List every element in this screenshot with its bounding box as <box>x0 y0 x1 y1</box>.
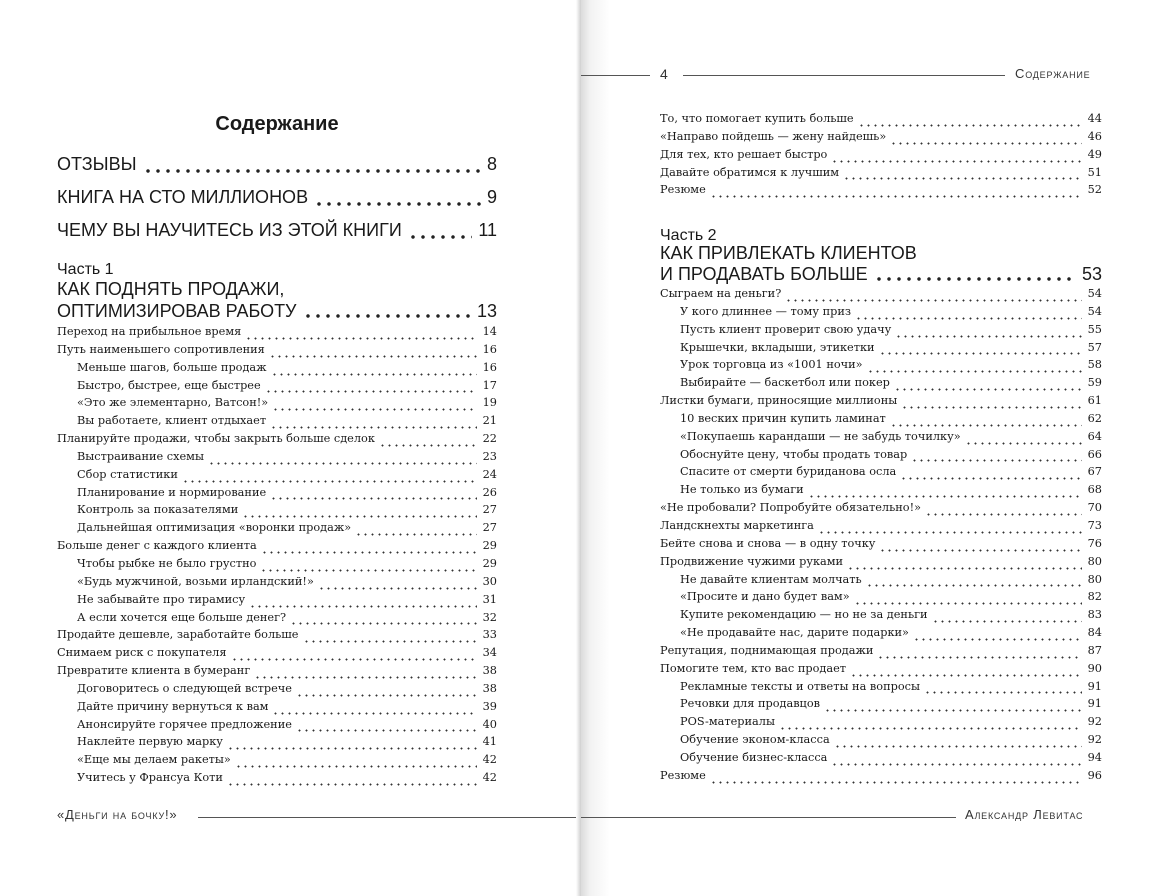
entry-title: Спасите от смерти буриданова осла <box>680 465 897 479</box>
toc-subentry[interactable] <box>57 682 497 700</box>
entry-title: Сыграем на деньги? <box>660 287 782 300</box>
footer-rule <box>198 817 580 818</box>
entry-page: 54 <box>1087 287 1102 300</box>
toc-subentry[interactable] <box>660 412 1102 430</box>
dot-leader <box>867 370 1082 373</box>
entry-page: 58 <box>1087 358 1102 372</box>
entry-page: 55 <box>1087 322 1102 336</box>
entry-title: Рекламные тексты и ответы на вопросы <box>680 679 920 693</box>
dot-leader <box>932 620 1082 623</box>
toc-entry[interactable] <box>660 148 1102 166</box>
dot-leader <box>890 424 1082 427</box>
toc-entry[interactable] <box>57 325 497 343</box>
entry-title: Не давайте клиентам молчать <box>680 572 862 586</box>
dot-leader <box>901 406 1082 409</box>
entry-title: «Не продавайте нас, дарите подарки» <box>680 626 909 640</box>
entry-title: Учитесь у Франсуа Коти <box>77 771 223 785</box>
entry-page: 59 <box>1087 376 1102 390</box>
toc-subentry[interactable] <box>57 771 497 789</box>
dot-leader <box>227 783 477 786</box>
toc-entry[interactable] <box>660 662 1102 680</box>
toc-entry[interactable] <box>57 664 497 682</box>
toc-subentry[interactable] <box>660 376 1102 394</box>
toc-entry[interactable] <box>660 112 1102 130</box>
entry-title: POS-материалы <box>680 715 775 729</box>
dot-leader <box>260 569 477 572</box>
dot-leader <box>879 352 1082 355</box>
entry-title: Обучение бизнес-класса <box>680 750 828 764</box>
entry-page: 16 <box>482 342 497 356</box>
toc-entry[interactable] <box>57 343 497 361</box>
dot-leader <box>182 480 477 483</box>
entry-title: Больше денег с каждого клиента <box>57 539 257 553</box>
toc-title: Содержание <box>215 113 339 135</box>
dot-leader <box>843 177 1082 180</box>
dot-leader <box>379 444 477 447</box>
entry-title: Быстро, быстрее, еще быстрее <box>77 378 261 392</box>
entry-title: Контроль за показателями <box>77 503 239 517</box>
entry-title: Продайте дешевле, заработайте больше <box>57 628 299 642</box>
part-title-text: И ПРОДАВАТЬ БОЛЬШЕ <box>660 264 868 284</box>
dot-leader <box>710 781 1082 784</box>
entry-title: То, что помогает купить больше <box>660 112 854 125</box>
entry-page: 14 <box>482 325 497 338</box>
entry-page: 90 <box>1087 661 1102 675</box>
entry-page: 17 <box>482 378 497 392</box>
dot-leader <box>242 515 477 518</box>
toc-entry-major[interactable] <box>57 187 497 211</box>
dot-leader <box>296 729 477 732</box>
entry-title: Вы работаете, клиент отдыхает <box>77 414 267 428</box>
entry-title: Договоритесь о следующей встрече <box>77 681 292 695</box>
toc-subentry[interactable] <box>57 486 497 504</box>
dot-leader <box>710 195 1082 198</box>
entry-title: Обоснуйте цену, чтобы продать товар <box>680 447 908 461</box>
toc-entry[interactable] <box>660 555 1102 573</box>
entry-title: Для тех, кто решает быстро <box>660 147 828 161</box>
entry-page: 64 <box>1087 429 1102 443</box>
entry-page: 26 <box>482 485 497 499</box>
entry-title: Переход на прибыльное время <box>57 325 242 338</box>
dot-leader <box>254 676 477 679</box>
dot-leader <box>231 658 478 661</box>
entry-title: Дальнейшая оптимизация «воронки продаж» <box>77 521 352 535</box>
entry-title: КНИГА НА СТО МИЛЛИОНОВ <box>57 187 309 207</box>
toc-subentry[interactable] <box>660 715 1102 733</box>
dot-leader <box>270 497 477 500</box>
dot-leader <box>265 390 477 393</box>
part-label: Часть 2 <box>660 227 717 244</box>
entry-title: Помогите тем, кто вас продает <box>660 661 847 675</box>
entry-title: Листки бумаги, приносящие миллионы <box>660 394 898 408</box>
toc-subentry[interactable] <box>660 697 1102 715</box>
part-page: 53 <box>1081 264 1102 284</box>
entry-page: 91 <box>1087 697 1102 711</box>
toc-entry[interactable] <box>660 394 1102 412</box>
dot-leader <box>850 674 1082 677</box>
dot-leader <box>911 459 1082 462</box>
dot-leader <box>890 142 1082 145</box>
entry-page: 49 <box>1087 147 1102 161</box>
dot-leader <box>894 388 1082 391</box>
toc-subentry[interactable] <box>57 735 497 753</box>
entry-page: 46 <box>1087 129 1102 143</box>
entry-title: А если хочется еще больше денег? <box>77 610 287 624</box>
entry-page: 87 <box>1087 643 1102 657</box>
entry-title: Ландскнехты маркетинга <box>660 518 814 532</box>
entry-title: Анонсируйте горячее предложение <box>77 717 292 731</box>
entry-page: 54 <box>1087 304 1102 318</box>
toc-entry[interactable] <box>57 432 497 450</box>
dot-leader <box>779 727 1082 730</box>
toc-entry[interactable] <box>660 537 1102 555</box>
entry-title: 10 веских причин купить ламинат <box>680 411 886 425</box>
page-number: 4 <box>660 66 669 82</box>
toc-list <box>660 287 1102 787</box>
dot-leader <box>408 235 473 239</box>
dot-leader <box>866 584 1082 587</box>
dot-leader <box>818 531 1082 534</box>
entry-page: 29 <box>482 556 497 570</box>
entry-page: 31 <box>482 592 497 606</box>
entry-page: 82 <box>1087 590 1102 604</box>
toc-subentry[interactable] <box>57 593 497 611</box>
toc-subentry[interactable] <box>660 483 1102 501</box>
entry-title: Снимаем риск с покупателя <box>57 646 227 660</box>
entry-page: 84 <box>1087 626 1102 640</box>
toc-subentry[interactable] <box>57 575 497 593</box>
part-title-line1 <box>660 243 1102 265</box>
toc-subentry[interactable] <box>57 379 497 397</box>
entry-title: «Еще мы делаем ракеты» <box>77 753 231 767</box>
toc-subentry[interactable] <box>57 611 497 629</box>
entry-page: 11 <box>478 220 497 240</box>
dot-leader <box>314 202 481 206</box>
part-title-line2[interactable] <box>660 264 1102 286</box>
entry-title: «Это же элементарно, Ватсон!» <box>77 396 269 410</box>
entry-title: Планирование и нормирование <box>77 485 267 499</box>
entry-page: 73 <box>1087 518 1102 532</box>
toc-subentry[interactable] <box>660 733 1102 751</box>
dot-leader <box>303 314 471 318</box>
toc-subentry[interactable] <box>57 361 497 379</box>
dot-leader <box>831 763 1082 766</box>
entry-title: У кого длиннее — тому приз <box>680 304 852 318</box>
dot-leader <box>900 477 1082 480</box>
entry-page: 44 <box>1087 112 1102 125</box>
entry-page: 61 <box>1087 394 1102 408</box>
toc-subentry[interactable] <box>660 305 1102 323</box>
dot-leader <box>271 373 477 376</box>
dot-leader <box>355 533 477 536</box>
dot-leader <box>855 317 1082 320</box>
entry-page: 24 <box>482 467 497 481</box>
toc-list <box>57 325 497 789</box>
dot-leader <box>824 709 1082 712</box>
dot-leader <box>854 602 1082 605</box>
entry-page: 32 <box>482 610 497 624</box>
dot-leader <box>965 442 1082 445</box>
entry-page: 70 <box>1087 501 1102 515</box>
dot-leader <box>143 169 481 173</box>
entry-title: Выбирайте — баскетбол или покер <box>680 376 890 390</box>
entry-page: 27 <box>482 503 497 517</box>
entry-page: 92 <box>1087 715 1102 729</box>
toc-entry[interactable] <box>660 644 1102 662</box>
entry-page: 96 <box>1087 768 1102 782</box>
entry-page: 8 <box>486 154 497 174</box>
toc-entry[interactable] <box>57 646 497 664</box>
entry-page: 76 <box>1087 536 1102 550</box>
toc-subentry[interactable] <box>660 430 1102 448</box>
right-page <box>580 0 1159 896</box>
dot-leader <box>831 160 1082 163</box>
entry-page: 27 <box>482 521 497 535</box>
entry-title: Резюме <box>660 768 706 782</box>
entry-page: 9 <box>486 187 497 207</box>
dot-leader <box>261 551 477 554</box>
entry-page: 80 <box>1087 572 1102 586</box>
part-title-line2[interactable] <box>57 301 497 323</box>
entry-title: Не только из бумаги <box>680 483 804 497</box>
toc-subentry[interactable] <box>57 396 497 414</box>
part-label: Часть 1 <box>57 261 114 278</box>
part-title-text: ОПТИМИЗИРОВАВ РАБОТУ <box>57 301 297 321</box>
entry-page: 38 <box>482 664 497 678</box>
entry-page: 52 <box>1087 183 1102 197</box>
author-footer: Александр Левитас <box>965 807 1084 822</box>
entry-page: 30 <box>482 574 497 588</box>
dot-leader <box>235 765 477 768</box>
toc-entry[interactable] <box>57 539 497 557</box>
toc-entry[interactable] <box>660 183 1102 201</box>
dot-leader <box>785 299 1082 302</box>
entry-title: Резюме <box>660 183 706 197</box>
entry-title: Продвижение чужими руками <box>660 554 844 568</box>
entry-title: Путь наименьшего сопротивления <box>57 342 265 356</box>
entry-title: «Покупаешь карандаши — не забудь точилку» <box>680 429 961 443</box>
dot-leader <box>318 587 477 590</box>
entry-title: Превратите клиента в бумеранг <box>57 664 251 678</box>
entry-title: Выстраивание схемы <box>77 449 204 463</box>
toc-subentry[interactable] <box>57 468 497 486</box>
toc-entry[interactable] <box>57 628 497 646</box>
entry-page: 33 <box>482 628 497 642</box>
dot-leader <box>877 656 1082 659</box>
dot-leader <box>208 462 477 465</box>
book-gutter <box>576 0 581 896</box>
entry-page: 83 <box>1087 608 1102 622</box>
entry-title: Давайте обратимся к лучшим <box>660 165 840 179</box>
entry-title: «Направо пойдешь — жену найдешь» <box>660 129 887 143</box>
entry-title: Меньше шагов, больше продаж <box>77 360 267 374</box>
toc-subentry[interactable] <box>57 450 497 468</box>
dot-leader <box>895 335 1082 338</box>
entry-page: 41 <box>482 735 497 749</box>
entry-page: 21 <box>482 414 497 428</box>
toc-entry-major[interactable] <box>57 154 497 178</box>
entry-title: Дайте причину вернуться к вам <box>77 699 269 713</box>
toc-entry-major[interactable] <box>57 220 497 244</box>
entry-page: 92 <box>1087 733 1102 747</box>
entry-page: 68 <box>1087 483 1102 497</box>
toc-subentry[interactable] <box>660 465 1102 483</box>
dot-leader <box>913 638 1082 641</box>
book-title-footer: «Деньги на бочку!» <box>57 807 178 822</box>
toc-subentry[interactable] <box>660 626 1102 644</box>
entry-title: Не забывайте про тирамису <box>77 592 246 606</box>
dot-leader <box>249 605 477 608</box>
toc-subentry[interactable] <box>660 358 1102 376</box>
entry-page: 42 <box>482 771 497 785</box>
dot-leader <box>272 408 477 411</box>
toc-subentry[interactable] <box>57 718 497 736</box>
entry-title: Планируйте продажи, чтобы закрыть больше сделок <box>57 432 375 446</box>
entry-page: 62 <box>1087 411 1102 425</box>
entry-title: ОТЗЫВЫ <box>57 154 137 174</box>
toc-subentry[interactable] <box>660 341 1102 359</box>
entry-page: 23 <box>482 449 497 463</box>
part-page: 13 <box>476 301 497 321</box>
entry-title: Сбор статистики <box>77 467 178 481</box>
entry-page: 16 <box>482 360 497 374</box>
entry-page: 94 <box>1087 750 1102 764</box>
entry-title: Наклейте первую марку <box>77 735 223 749</box>
toc-entry[interactable] <box>660 130 1102 148</box>
entry-page: 57 <box>1087 340 1102 354</box>
entry-page: 39 <box>482 699 497 713</box>
entry-page: 80 <box>1087 554 1102 568</box>
toc-entry[interactable] <box>660 166 1102 184</box>
dot-leader <box>227 747 477 750</box>
entry-title: Обучение эконом-класса <box>680 733 830 747</box>
entry-page: 42 <box>482 753 497 767</box>
toc-entry[interactable] <box>660 287 1102 305</box>
dot-leader <box>270 426 477 429</box>
toc-subentry[interactable] <box>57 700 497 718</box>
dot-leader <box>269 355 477 358</box>
dot-leader <box>925 513 1082 516</box>
dot-leader <box>290 622 477 625</box>
toc-subentry[interactable] <box>57 414 497 432</box>
toc-subentry[interactable] <box>660 751 1102 769</box>
entry-title: Урок торговца из «1001 ночи» <box>680 358 863 372</box>
entry-page: 22 <box>482 432 497 446</box>
entry-title: Купите рекомендацию — но не за деньги <box>680 608 928 622</box>
entry-page: 19 <box>482 396 497 410</box>
toc-subentry[interactable] <box>57 557 497 575</box>
toc-list <box>660 112 1102 201</box>
entry-title: Речовки для продавцов <box>680 697 820 711</box>
toc-subentry[interactable] <box>660 608 1102 626</box>
toc-subentry[interactable] <box>660 590 1102 608</box>
entry-title: Крышечки, вкладыши, этикетки <box>680 340 875 354</box>
entry-page: 51 <box>1087 165 1102 179</box>
entry-page: 38 <box>482 681 497 695</box>
entry-title: «Просите и дано будет вам» <box>680 590 850 604</box>
entry-page: 91 <box>1087 679 1102 693</box>
dot-leader <box>808 495 1082 498</box>
entry-page: 66 <box>1087 447 1102 461</box>
entry-title: ЧЕМУ ВЫ НАУЧИТЕСЬ ИЗ ЭТОЙ КНИГИ <box>57 220 402 240</box>
part-title-text: КАК ПОДНЯТЬ ПРОДАЖИ, <box>57 279 285 299</box>
dot-leader <box>879 549 1082 552</box>
toc-subentry[interactable] <box>57 503 497 521</box>
entry-title: Репутация, поднимающая продажи <box>660 643 874 657</box>
entry-title: Пусть клиент проверит свою удачу <box>680 322 892 336</box>
toc-subentry[interactable] <box>660 448 1102 466</box>
part-title-line1 <box>57 279 499 301</box>
toc-entry[interactable] <box>660 501 1102 519</box>
header-rule <box>580 75 650 76</box>
running-head: Содержание <box>1015 66 1091 81</box>
entry-title: Бейте снова и снова — в одну точку <box>660 536 876 550</box>
dot-leader <box>847 567 1082 570</box>
toc-subentry[interactable] <box>57 753 497 771</box>
dot-leader <box>303 640 478 643</box>
footer-rule <box>580 817 956 818</box>
entry-page: 29 <box>482 539 497 553</box>
toc-entry[interactable] <box>660 769 1102 787</box>
toc-entry[interactable] <box>660 519 1102 537</box>
dot-leader <box>272 712 477 715</box>
dot-leader <box>924 691 1082 694</box>
dot-leader <box>858 124 1082 127</box>
toc-subentry[interactable] <box>57 521 497 539</box>
dot-leader <box>834 745 1082 748</box>
entry-page: 40 <box>482 717 497 731</box>
dot-leader <box>874 277 1076 281</box>
dot-leader <box>245 337 477 340</box>
entry-title: «Не пробовали? Попробуйте обязательно!» <box>660 501 922 515</box>
entry-title: «Будь мужчиной, возьми ирландский!» <box>77 574 314 588</box>
part-title-text: КАК ПРИВЛЕКАТЬ КЛИЕНТОВ <box>660 243 917 263</box>
entry-page: 34 <box>482 646 497 660</box>
dot-leader <box>296 694 477 697</box>
toc-subentry[interactable] <box>660 573 1102 591</box>
toc-subentry[interactable] <box>660 323 1102 341</box>
entry-title: Чтобы рыбке не было грустно <box>77 556 257 570</box>
entry-page: 67 <box>1087 465 1102 479</box>
header-rule <box>683 75 1005 76</box>
toc-subentry[interactable] <box>660 680 1102 698</box>
